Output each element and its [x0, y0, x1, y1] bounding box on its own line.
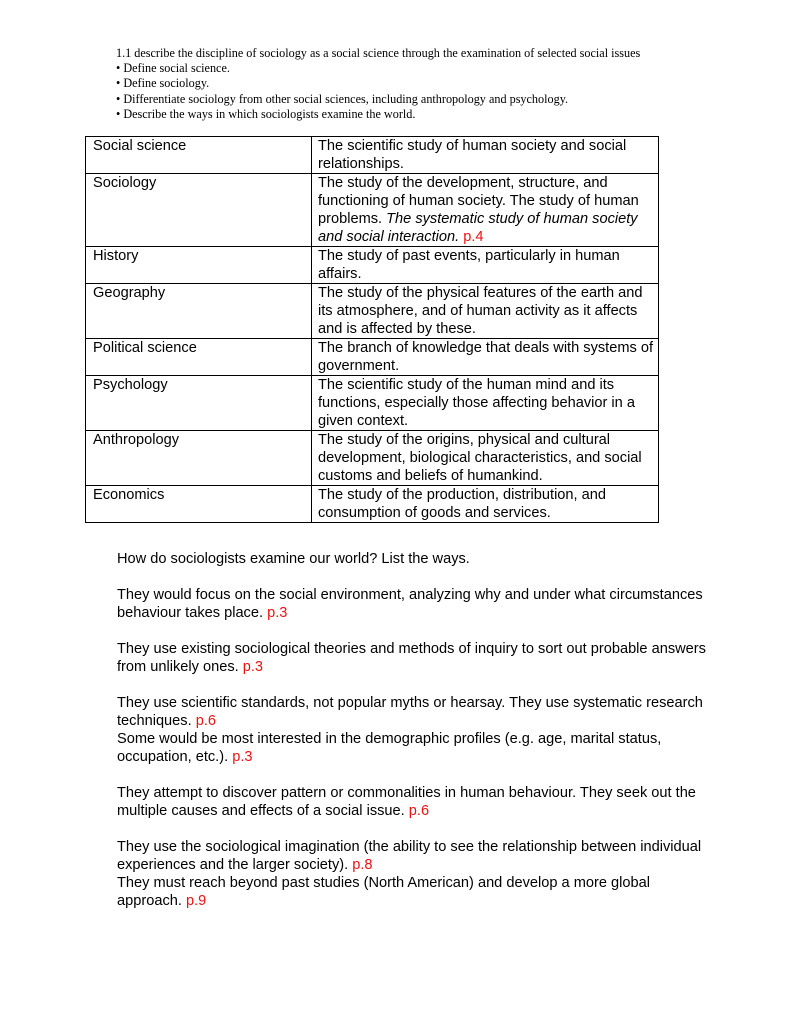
table-row	[86, 284, 659, 339]
paragraph-gap	[117, 820, 717, 838]
term-cell: Political science	[86, 339, 312, 376]
objective-bullet: • Differentiate sociology from other social sciences, including anthropology and psychology.	[116, 91, 569, 106]
answer-paragraph	[117, 694, 717, 730]
definition-italic-text: The systematic study of human society and social interaction.	[318, 211, 638, 245]
answer-text: They use existing sociological theories and methods of inquiry to sort out probable answers from unlikely ones.	[117, 641, 706, 675]
term-cell: Economics	[86, 486, 312, 523]
objective-bullet: • Define sociology.	[116, 76, 210, 91]
table-row	[86, 137, 659, 174]
definitions-table	[85, 136, 659, 523]
definition-cell: The study of the physical features of the earth and its atmosphere, and of human activity as it affects and is affected by these.	[312, 284, 659, 339]
paragraph-gap	[117, 622, 717, 640]
answer-paragraph	[117, 640, 717, 676]
term-cell: Sociology	[86, 174, 312, 247]
definition-cell	[312, 174, 659, 247]
answer-text: They would focus on the social environment, analyzing why and under what circumstances behaviour takes place.	[117, 587, 703, 621]
page-reference: p.6	[195, 713, 217, 729]
page-reference: p.4	[463, 229, 484, 245]
objectives-header	[116, 46, 776, 122]
term-cell: Anthropology	[86, 431, 312, 486]
page-reference: p.3	[267, 605, 288, 621]
answer-paragraph	[117, 586, 717, 622]
page-reference: p.6	[408, 803, 430, 819]
paragraph-gap	[117, 568, 717, 586]
term-cell: Geography	[86, 284, 312, 339]
table-row	[86, 431, 659, 486]
answer-paragraph	[117, 874, 717, 910]
term-cell: Psychology	[86, 376, 312, 431]
objective-bullet: • Describe the ways in which sociologists examine the world.	[116, 106, 416, 121]
table-row	[86, 174, 659, 247]
page-reference: p.8	[352, 857, 373, 873]
answers-section	[117, 550, 717, 910]
table-row	[86, 486, 659, 523]
answer-paragraph	[117, 838, 717, 874]
paragraph-gap	[117, 676, 717, 694]
definition-cell: The study of the origins, physical and cultural development, biological characteristics, and social customs and beliefs of humankind.	[312, 431, 659, 486]
definition-cell: The scientific study of the human mind and its functions, especially those affecting behavior in a given context.	[312, 376, 659, 431]
answer-text: They must reach beyond past studies (North American) and develop a more global approach.	[117, 875, 650, 909]
answer-text: They attempt to discover pattern or commonalities in human behaviour. They seek out the multiple causes and effects of a social issue.	[117, 785, 696, 819]
term-cell: History	[86, 247, 312, 284]
definition-cell: The branch of knowledge that deals with systems of government.	[312, 339, 659, 376]
objective-bullet: • Define social science.	[116, 61, 230, 76]
definition-cell: The study of the production, distribution, and consumption of goods and services.	[312, 486, 659, 523]
term-cell: Social science	[86, 137, 312, 174]
answer-paragraph	[117, 784, 717, 820]
page-reference: p.3	[242, 659, 264, 675]
paragraph-gap	[117, 766, 717, 784]
answer-text: Some would be most interested in the demographic profiles (e.g. age, marital status, occupation, etc.).	[117, 731, 662, 765]
objective-line: 1.1 describe the discipline of sociology as a social science through the examination of selected social issues	[116, 46, 641, 60]
definition-cell: The study of past events, particularly in human affairs.	[312, 247, 659, 284]
table-row	[86, 376, 659, 431]
definition-cell: The scientific study of human society and social relationships.	[312, 137, 659, 174]
table-row	[86, 339, 659, 376]
answer-text: They use the sociological imagination (the ability to see the relationship between individual experiences and the larger society).	[117, 839, 702, 873]
table-row	[86, 247, 659, 284]
answer-text: They use scientific standards, not popular myths or hearsay. They use systematic research techniques.	[117, 695, 703, 729]
definition-text: The study of the development, structure, and functioning of human society. The study of human problems.	[318, 175, 639, 227]
question-text: How do sociologists examine our world? List the ways.	[117, 551, 470, 567]
answer-paragraph	[117, 730, 717, 766]
page-reference: p.9	[185, 893, 207, 909]
page-reference: p.3	[232, 749, 253, 765]
